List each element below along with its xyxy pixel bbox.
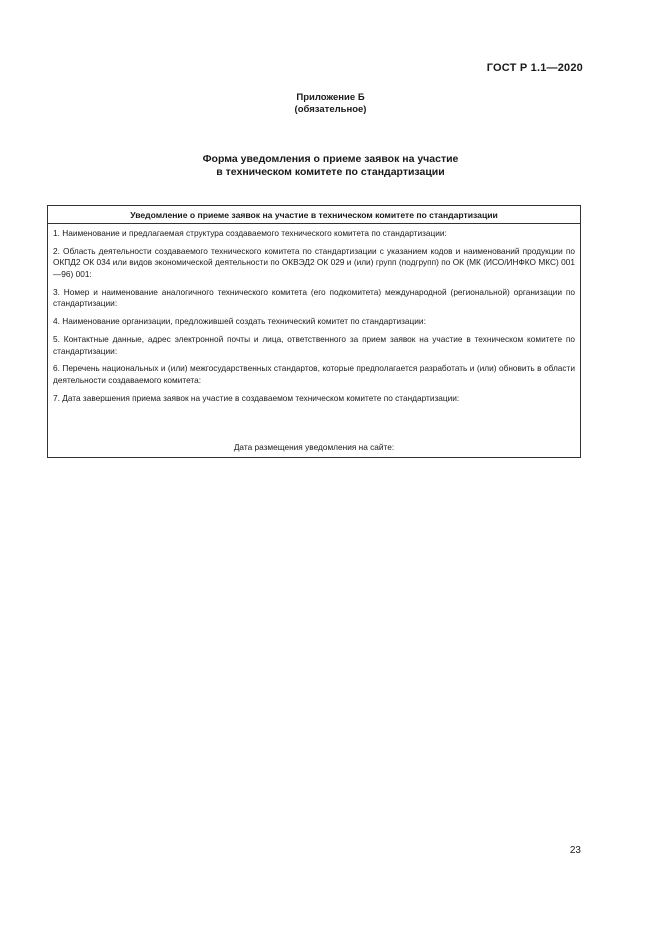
appendix-title: Приложение Б — [296, 92, 365, 103]
notice-item-1: 1. Наименование и предлагаемая структура создаваемого технического комитета по стандартизации: — [53, 228, 447, 238]
notice-item-5: 5. Контактные данные, адрес электронной почты и лица, ответственного за прием заявок на участие в техническом комитете по стандартизации: — [53, 334, 575, 356]
form-title-line-2: в техническом комитете по стандартизации — [216, 166, 445, 178]
form-title — [0, 153, 661, 179]
notice-item-4: 4. Наименование организации, предложившей создать технический комитет по стандартизации: — [53, 316, 426, 327]
form-title-line-1: Форма уведомления о приеме заявок на участие — [202, 153, 459, 165]
notice-item-7: 7. Дата завершения приема заявок на участие в создаваемом техническом комитете по стандартизации: — [53, 392, 460, 403]
notice-item-3: 3. Номер и наименование аналогичного технического комитета (его подкомитета) международной (региональной) организации по стандартизации: — [53, 286, 575, 309]
posted-date-label: Дата размещения уведомления на сайте: — [233, 442, 395, 452]
page-number: 23 — [569, 845, 581, 856]
notice-item-2: 2. Область деятельности создаваемого технического комитета по стандартизации с указанием кодов и наименований продукции по ОКПД2 ОК 034 или видов экономической деятельности по ОКВЭД2 ОК 029 и (или) групп (подгрупп) по ОК (МК (ИСО/ИНФКО МКС) 001—96) 001: — [53, 245, 575, 279]
notice-heading: Уведомление о приеме заявок на участие в техническом комитете по стандартизации — [48, 206, 580, 224]
notice-item-6: 6. Перечень национальных и (или) межгосударственных стандартов, которые предполагается разработать и (или) обновить в области деятельности создаваемого комитета: — [53, 363, 575, 385]
notice-form-box — [47, 205, 581, 458]
document-code: ГОСТ Р 1.1—2020 — [486, 62, 583, 74]
appendix-heading — [0, 92, 661, 116]
appendix-status: (обязательное) — [294, 104, 367, 115]
notice-items — [48, 224, 580, 404]
